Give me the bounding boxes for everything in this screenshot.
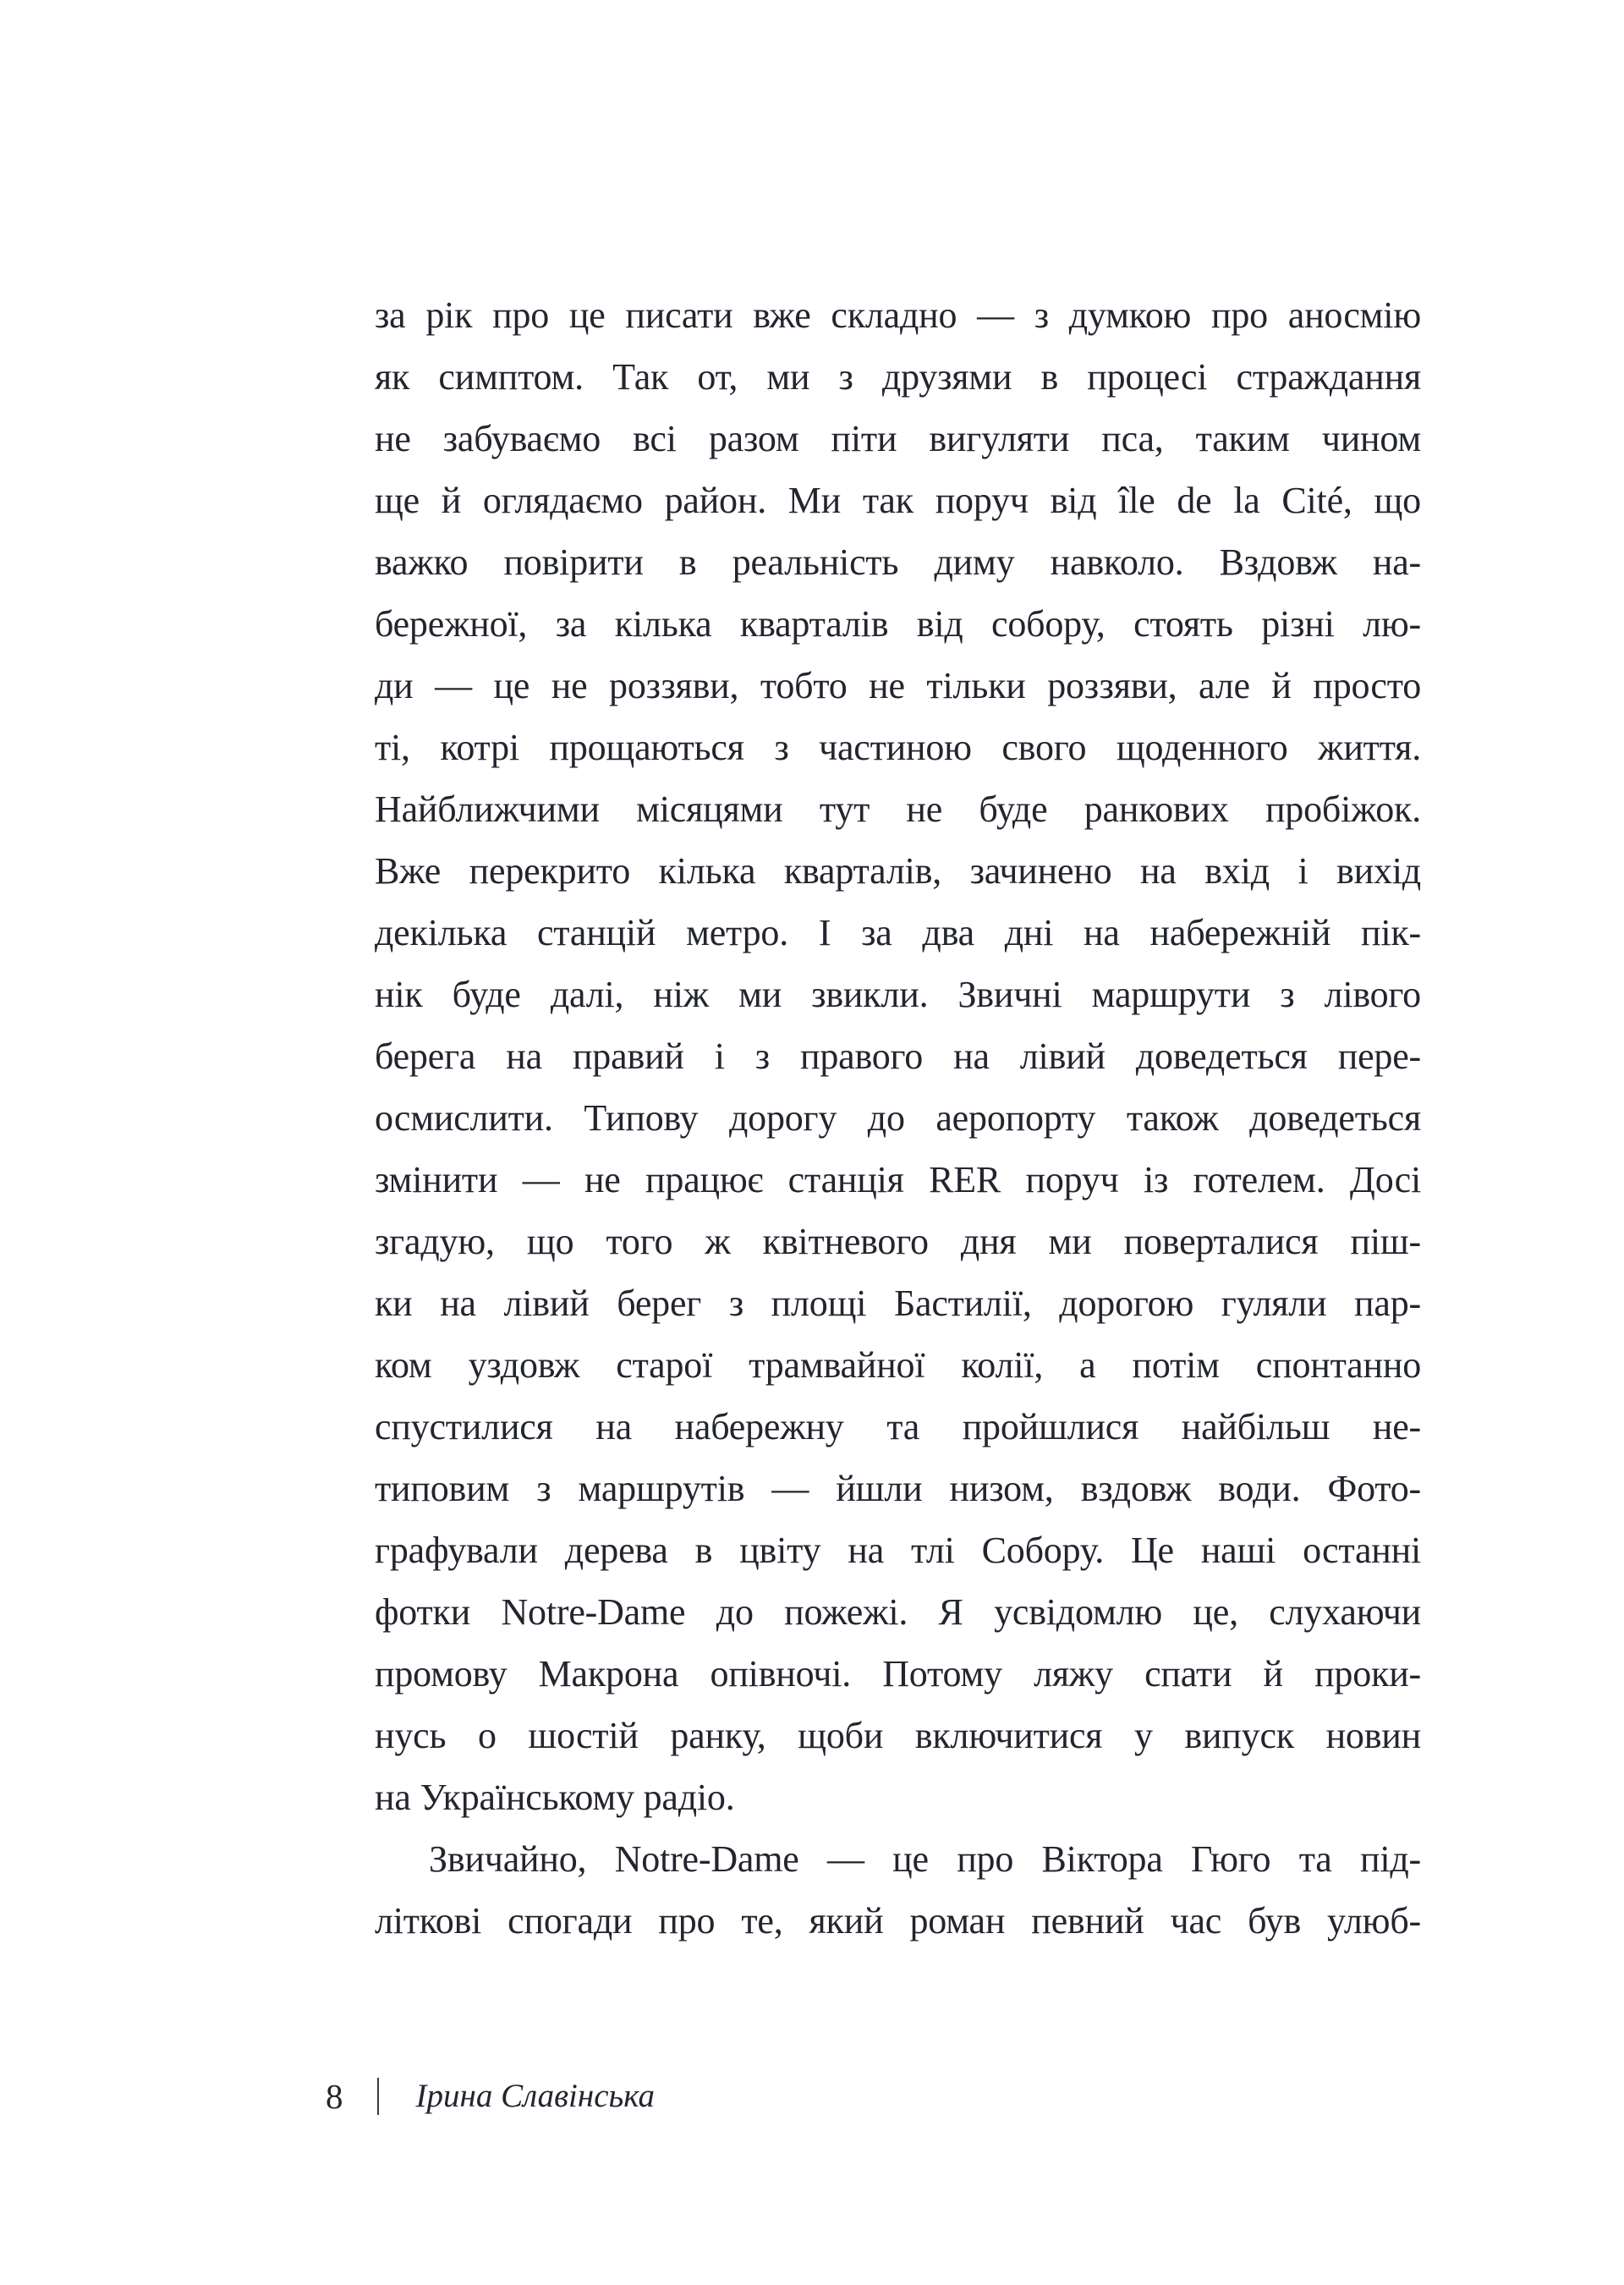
text-line: фотки Notre-Dame до пожежі. Я усвідомлю це, слухаючи bbox=[375, 1591, 1421, 1633]
author-name: Ірина Славінська bbox=[415, 2078, 656, 2114]
text-line: Найближчими місяцями тут не буде ранкових пробіжок. bbox=[375, 788, 1421, 830]
text-line: літкові спогади про те, який роман певний час був улюб- bbox=[375, 1900, 1421, 1942]
text-line: ще й оглядаємо район. Ми так поруч від île de la Cité, що bbox=[375, 480, 1421, 521]
text-line: спустилися на набережну та пройшлися найбільш не- bbox=[375, 1406, 1421, 1447]
text-line: нусь о шостій ранку, щоби включитися у випуск новин bbox=[375, 1715, 1421, 1756]
text-line: важко повірити в реальність диму навколо. Вздовж на- bbox=[375, 541, 1421, 583]
text-line: нік буде далі, ніж ми звикли. Звичні маршрути з лівого bbox=[375, 974, 1421, 1015]
text-line: змінити — не працює станція RER поруч із готелем. Досі bbox=[375, 1159, 1421, 1200]
text-line: згадую, що того ж квітневого дня ми поверталися піш- bbox=[375, 1221, 1421, 1262]
text-line: не забуваємо всі разом піти вигуляти пса, таким чином bbox=[375, 418, 1421, 459]
paragraph bbox=[375, 1828, 1421, 1952]
text-line: за рік про це писати вже складно — з думкою про аносмію bbox=[375, 294, 1421, 336]
text-line: Звичайно, Notre-Dame — це про Віктора Гюго та під- bbox=[429, 1838, 1421, 1880]
text-line: декілька станцій метро. І за два дні на набережній пік- bbox=[375, 912, 1421, 953]
text-line: графували дерева в цвіту на тлі Собору. Це наші останні bbox=[375, 1530, 1421, 1571]
text-line: ки на лівий берег з площі Бастилії, дорогою гуляли пар- bbox=[375, 1283, 1421, 1324]
text-line: ті, котрі прощаються з частиною свого щоденного життя. bbox=[375, 727, 1421, 768]
text-line: ком уздовж старої трамвайної колії, а потім спонтанно bbox=[375, 1344, 1421, 1386]
footer-divider bbox=[377, 2078, 379, 2115]
text-line: берега на правий і з правого на лівий доведеться пере- bbox=[375, 1035, 1421, 1077]
text-line: типовим з маршрутів — йшли низом, вздовж води. Фото- bbox=[375, 1468, 1421, 1509]
body-text bbox=[375, 284, 1421, 1952]
text-line: промову Макрона опівночі. Потому ляжу спати й проки- bbox=[375, 1653, 1421, 1695]
text-line: бережної, за кілька кварталів від собору, стоять різні лю- bbox=[375, 603, 1421, 645]
paragraph bbox=[375, 284, 1421, 1828]
text-line: ди — це не роззяви, тобто не тільки роззяви, але й просто bbox=[375, 665, 1421, 706]
text-line: осмислити. Типову дорогу до аеропорту також доведеться bbox=[375, 1097, 1421, 1139]
text-line: Вже перекрито кілька кварталів, зачинено на вхід і вихід bbox=[375, 850, 1421, 892]
page-number: 8 bbox=[326, 2077, 343, 2116]
page-footer bbox=[326, 2074, 655, 2118]
text-line: як симптом. Так от, ми з друзями в процесі страждання bbox=[375, 356, 1421, 398]
text-line: на Українському радіо. bbox=[375, 1777, 735, 1818]
